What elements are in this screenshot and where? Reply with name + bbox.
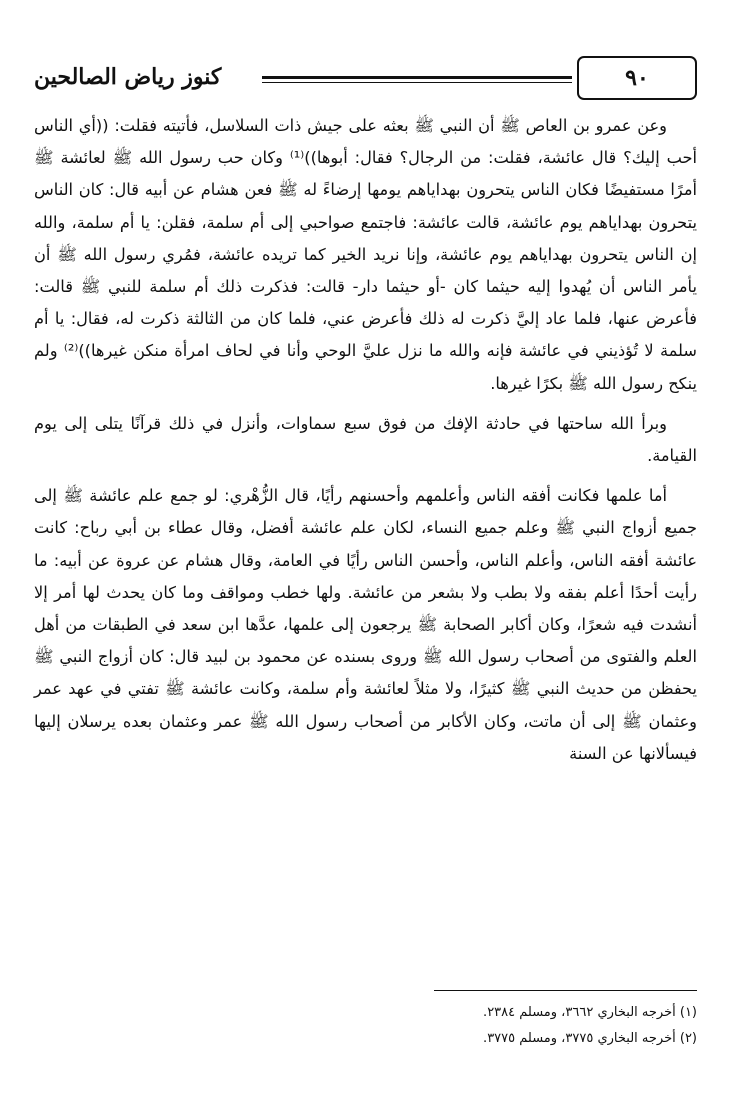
header-rule [262, 76, 572, 79]
footnotes [34, 1000, 697, 1052]
page-header [34, 56, 697, 104]
footnote-separator [434, 990, 697, 991]
footnote: (١) أخرجه البخاري ٣٦٦٢، ومسلم ٢٣٨٤. [483, 1005, 697, 1020]
paragraph: أما علمها فكانت أفقه الناس وأعلمهم وأحسنهم رأيًا، قال الزُّهْري: لو جمع علم عائشة ﷺ إلى جميع أزواج النبي ﷺ وعلم جميع النساء، لكان علم عائشة أفضل، وقال عطاء بن أبي رباح: كانت عائشة أفقه الناس، وأعلم الناس، وأحسن الناس رأيًا في العامة، وقال هشام عن عروة عن أبيه: ما رأيت أحدًا أعلم بفقه ولا بطب ولا بشعر من عائشة. ولها خطب ومواقف وما كان يحدث لها أمر إلا أنشدت فيه شعرًا، وكان أكابر الصحابة ﷺ يرجعون إلى علمها، عدَّها ابن سعد في الطبقات من أهل العلم والفتوى من أصحاب رسول الله ﷺ وروى بسنده عن محمود بن لبيد قال: كان أزواج النبي ﷺ يحفظن من حديث النبي ﷺ كثيرًا، ولا مثلاً لعائشة وأم سلمة، وكانت عائشة ﷺ تفتي في عهد عمر وعثمان ﷺ إلى أن ماتت، وكان الأكابر من أصحاب رسول الله ﷺ عمر وعثمان بعده يرسلان إليها فيسألانها عن السنة [34, 486, 697, 763]
body-text [34, 110, 697, 770]
page-number: ٩٠ [577, 56, 697, 100]
running-title: كنوز رياض الصالحين [34, 64, 222, 90]
paragraph: وعن عمرو بن العاص ﷺ أن النبي ﷺ بعثه على جيش ذات السلاسل، فأتيته فقلت: ((أي الناس أحب إليك؟ قال عائشة، فقلت: من الرجال؟ فقال: أبوها))⁽¹⁾ وكان حب رسول الله ﷺ لعائشة ﷺ أمرًا مستفيضًا فكان الناس يتحرون بهداياهم يومها إرضاءً له ﷺ فعن هشام عن أبيه قال: كان الناس يتحرون بهداياهم يوم عائشة، قالت عائشة: فاجتمع صواحبي إلى أم سلمة، فقلن: يا أم سلمة، والله إن الناس يتحرون بهداياهم يوم عائشة، وإنا نريد الخير كما تريده عائشة، فمُري رسول الله ﷺ أن يأمر الناس أن يُهدوا إليه حيثما كان -أو حيثما دار- قالت: فذكرت ذلك أم سلمة للنبي ﷺ قالت: فأعرض عنها، فلما عاد إليَّ ذكرت له ذلك فأعرض عني، فلما كان من الثالثة ذكرت له، فقال: يا أم سلمة لا تُؤذيني في عائشة فإنه والله ما نزل عليَّ الوحي وأنا في لحاف امرأة منكن غيرها))⁽²⁾ ولم ينكح رسول الله ﷺ بكرًا غيرها. [34, 116, 697, 393]
header-rule-thin [262, 82, 572, 83]
paragraph: وبرأ الله ساحتها في حادثة الإفك من فوق سبع سماوات، وأنزل في ذلك قرآنًا يتلى إلى يوم القيامة. [34, 413, 697, 466]
footnote: (٢) أخرجه البخاري ٣٧٧٥، ومسلم ٣٧٧٥. [483, 1031, 697, 1046]
